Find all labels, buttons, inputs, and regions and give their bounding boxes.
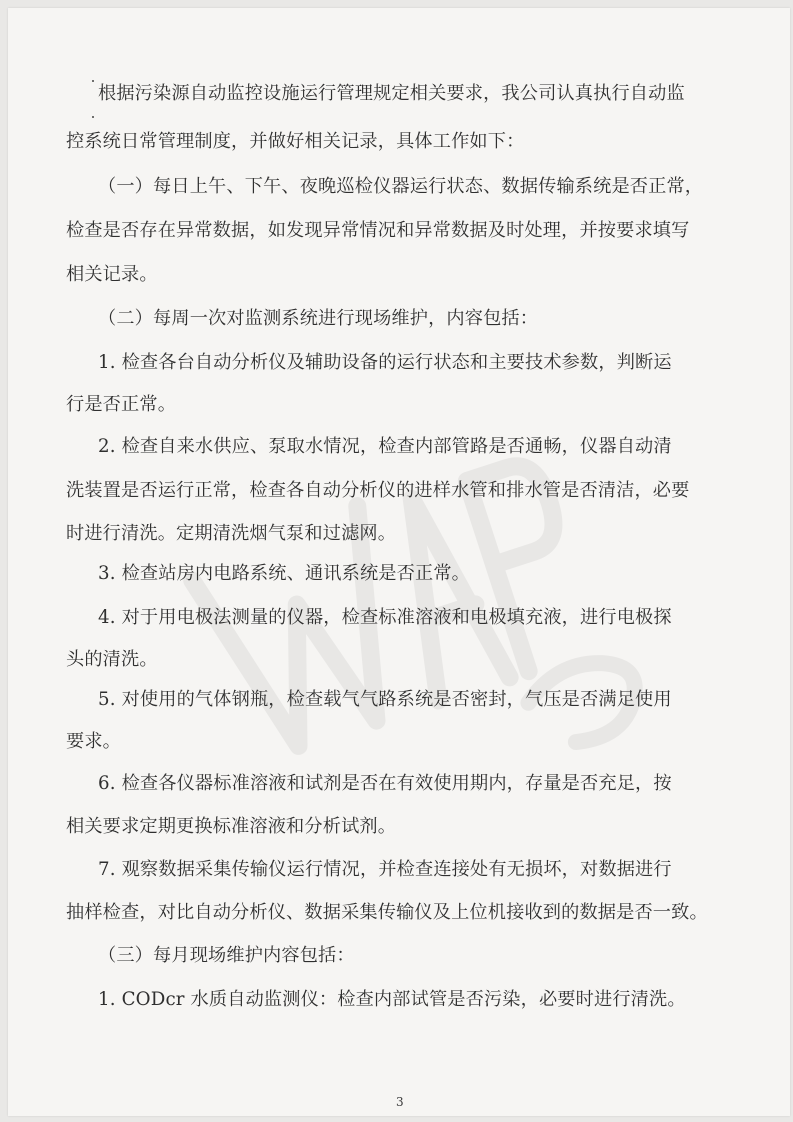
list-item-line: 抽样检查，对比自动分析仪、数据采集传输仪及上位机接收到的数据是否一致。 [66,902,708,923]
list-item-line: 时进行清洗。定期清洗烟气泵和过滤网。 [66,523,397,544]
list-item-line: 头的清洗。 [66,649,158,670]
paragraph-line: 相关记录。 [66,264,158,285]
list-item-line: 1. 检查各台自动分析仪及辅助设备的运行状态和主要技术参数，判断运 [98,352,672,373]
speck-mark [92,80,94,82]
list-item-line: 相关要求定期更换标准溶液和分析试剂。 [66,816,397,837]
list-item-line: 4. 对于用电极法测量的仪器，检查标准溶液和电极填充液，进行电极探 [98,607,672,628]
list-item-line: 行是否正常。 [66,394,177,415]
page-number: 3 [396,1095,404,1109]
paragraph-line: 控系统日常管理制度，并做好相关记录，具体工作如下： [66,131,525,152]
list-item-line: 7. 观察数据采集传输仪运行情况，并检查连接处有无损坏，对数据进行 [98,859,672,880]
list-item-line: 要求。 [66,731,122,752]
section-heading-line: （一）每日上午、下午、夜晚巡检仪器运行状态、数据传输系统是否正常， [98,176,704,197]
list-item-line: 2. 检查自来水供应、泵取水情况，检查内部管路是否通畅，仪器自动清 [98,436,672,457]
list-item-line: 洗装置是否运行正常，检查各自动分析仪的进样水管和排水管是否清洁，必要 [66,480,690,501]
list-item-line: 6. 检查各仪器标准溶液和试剂是否在有效使用期内，存量是否充足，按 [98,773,672,794]
document-content [8,8,790,1116]
list-item-line: 3. 检查站房内电路系统、通讯系统是否正常。 [98,563,470,584]
section-heading-line: （二）每周一次对监测系统进行现场维护，内容包括： [98,308,539,329]
section-heading-line: （三）每月现场维护内容包括： [98,945,355,966]
document-page [8,8,790,1116]
list-item-line: 5. 对使用的气体钢瓶，检查载气气路系统是否密封，气压是否满足使用 [98,689,672,710]
speck-mark [92,116,94,118]
paragraph-line: 检查是否存在异常数据，如发现异常情况和异常数据及时处理，并按要求填写 [66,220,690,241]
paragraph-line: 根据污染源自动监控设施运行管理规定相关要求，我公司认真执行自动监 [98,83,685,104]
list-item-line: 1. CODcr 水质自动监测仪：检查内部试管是否污染，必要时进行清洗。 [98,989,686,1010]
